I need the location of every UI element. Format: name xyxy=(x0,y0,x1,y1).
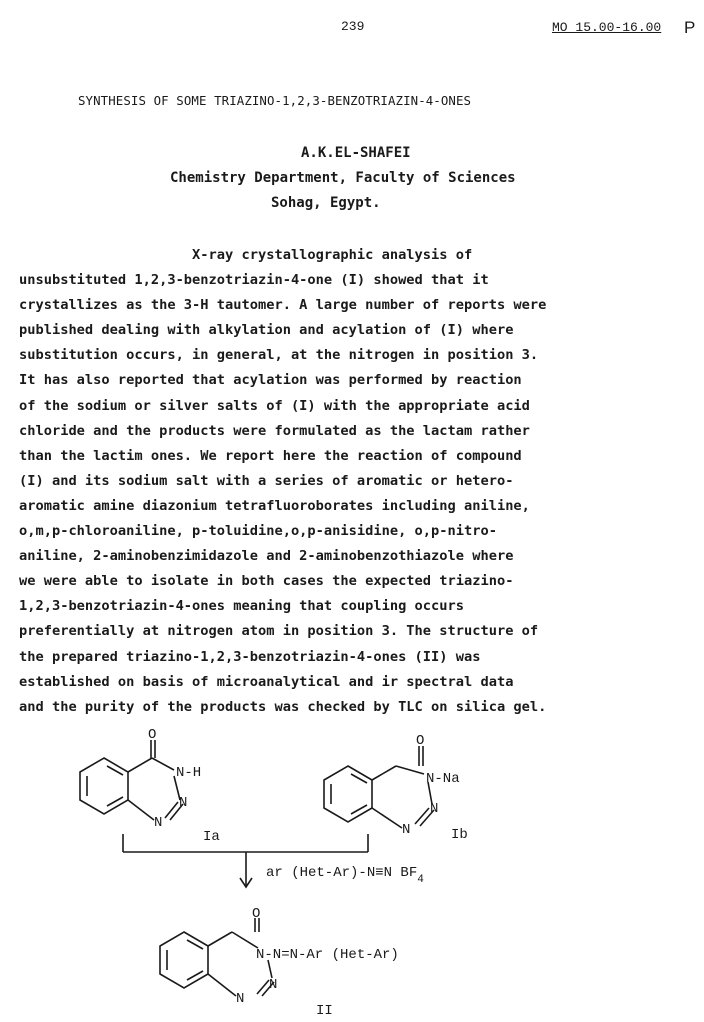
ii-n2: N xyxy=(269,977,278,993)
ib-n1: N xyxy=(402,822,411,838)
author-name: A.K.EL-SHAFEI xyxy=(301,145,411,161)
ii-label: II xyxy=(316,1003,333,1019)
abstract-line: and the purity of the products was checked by TLC on silica gel. xyxy=(19,698,547,715)
abstract-line: the prepared triazino-1,2,3-benzotriazin-4-ones (II) was xyxy=(19,648,481,665)
abstract-line: aniline, 2-aminobenzimidazole and 2-aminobenzothiazole where xyxy=(19,548,514,565)
session-code: MO 15.00-16.00 xyxy=(552,20,662,35)
ia-label: Ia xyxy=(203,829,220,845)
abstract-line: chloride and the products were formulated as the lactam rather xyxy=(19,422,530,439)
abstract-line: established on basis of microanalytical and ir spectral data xyxy=(19,673,514,690)
ia-oxygen: O xyxy=(148,727,157,743)
ii-triazene-chain: N-N=N-Ar (Het-Ar) xyxy=(256,947,399,963)
abstract-line: X-ray crystallographic analysis of xyxy=(19,247,473,263)
affiliation-department: Chemistry Department, Faculty of Sciences xyxy=(170,170,516,186)
session-letter: P xyxy=(684,18,696,37)
abstract-line: crystallizes as the 3-H tautomer. A large number of reports were xyxy=(19,297,547,314)
abstract-line: (I) and its sodium salt with a series of aromatic or hetero- xyxy=(19,472,514,489)
ii-oxygen: O xyxy=(252,906,261,922)
reagent-text: ar (Het-Ar)-N≡N $BF_4$ xyxy=(266,865,424,886)
abstract-line: unsubstituted 1,2,3-benzotriazin-4-one (I) showed that it xyxy=(19,272,489,289)
ib-n3na: N-Na xyxy=(426,771,460,787)
structure-ia xyxy=(80,740,183,820)
affiliation-location: Sohag, Egypt. xyxy=(271,195,381,211)
ib-label: Ib xyxy=(451,827,468,843)
ib-oxygen: O xyxy=(416,733,425,749)
abstract-line: substitution occurs, in general, at the nitrogen in position 3. xyxy=(19,347,539,364)
ia-n1: N xyxy=(154,815,163,831)
paper-title: SYNTHESIS OF SOME TRIAZINO-1,2,3-BENZOTRIAZIN-4-ONES xyxy=(78,93,472,108)
abstract-line: we were able to isolate in both cases the expected triazino- xyxy=(19,573,514,590)
ia-n2: N xyxy=(179,795,188,811)
abstract-line: 1,2,3-benzotriazin-4-ones meaning that coupling occurs xyxy=(19,598,464,615)
reaction-scheme xyxy=(0,720,704,1022)
abstract-line: of the sodium or silver salts of (I) with the appropriate acid xyxy=(19,397,530,414)
ia-n3h: N-H xyxy=(176,765,202,781)
abstract-line: It has also reported that acylation was performed by reaction xyxy=(19,372,522,389)
abstract-text xyxy=(19,243,699,720)
ib-n2: N xyxy=(430,801,439,817)
structure-ib xyxy=(324,746,434,828)
page-number: 239 xyxy=(341,19,365,34)
abstract-line: aromatic amine diazonium tetrafluoroborates including aniline, xyxy=(19,497,530,514)
abstract-line: o,m,p-chloroaniline, p-toluidine,o,p-anisidine, o,p-nitro- xyxy=(19,523,497,540)
abstract-line: than the lactim ones. We report here the reaction of compound xyxy=(19,447,522,464)
ii-n1: N xyxy=(236,991,245,1007)
abstract-line: preferentially at nitrogen atom in position 3. The structure of xyxy=(19,623,539,640)
abstract-line: published dealing with alkylation and acylation of (I) where xyxy=(19,322,514,339)
